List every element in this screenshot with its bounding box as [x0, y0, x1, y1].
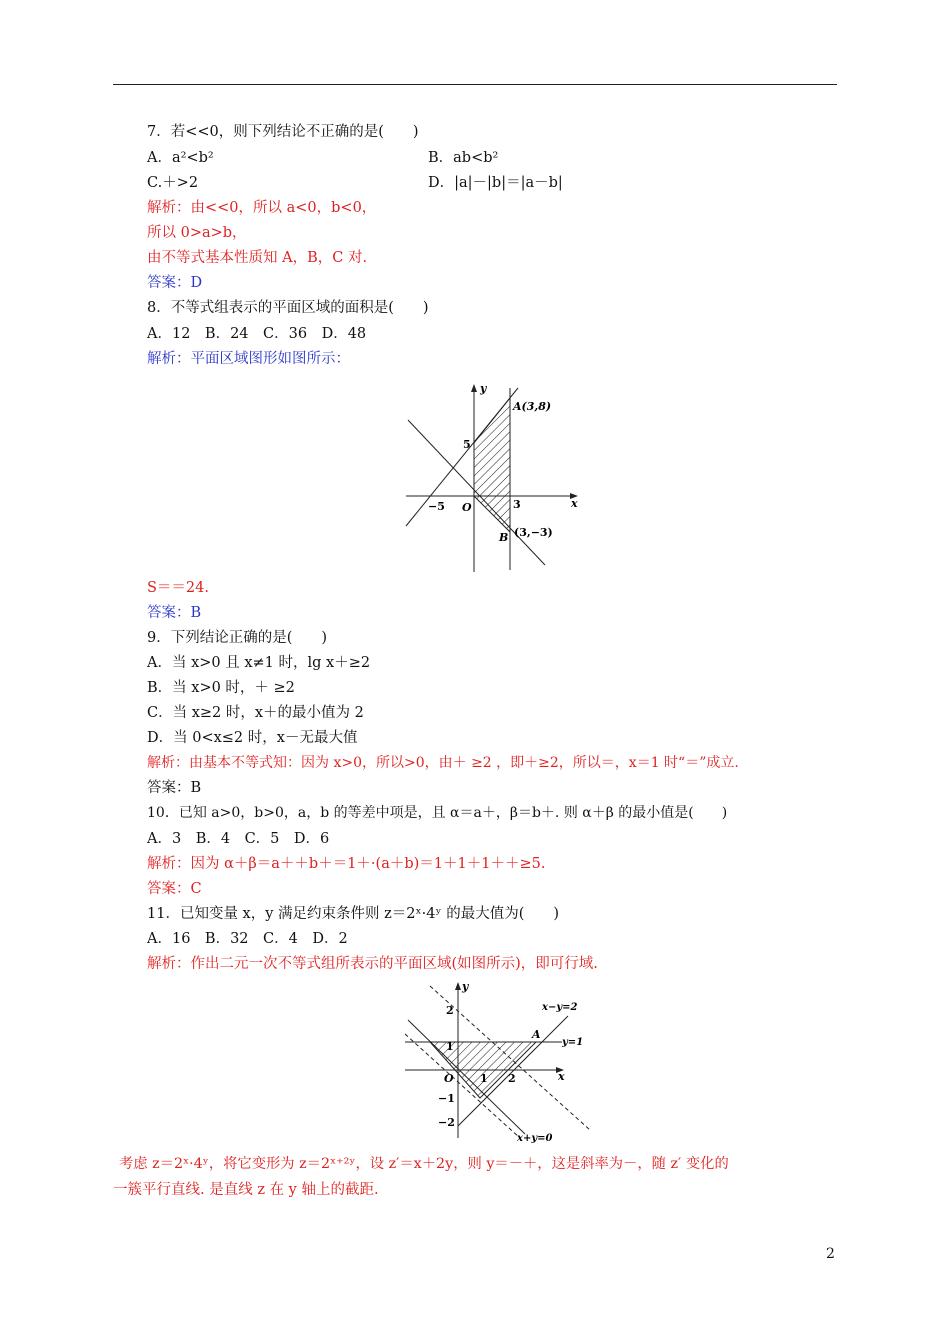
q7-stem: 7．若<<0，则下列结论不正确的是( )	[147, 124, 419, 140]
q11-label-y2: 2	[446, 1004, 454, 1017]
q11-label-x-minus-y: x−y=2	[542, 1002, 578, 1013]
header-rule	[113, 84, 837, 85]
q10-stem: 10．已知 a>0，b>0，a，b 的等差中项是，且 α＝a＋，β＝b＋. 则 α＋β 的最小值是( )	[147, 805, 728, 821]
q9-stem: 9．下列结论正确的是( )	[147, 630, 328, 646]
q11-solution: 解析：作出二元一次不等式组所表示的平面区域(如图所示)，即可行域.	[147, 956, 598, 972]
q11-stem: 11．已知变量 x，y 满足约束条件则 z＝2ˣ·4ʸ 的最大值为( )	[147, 906, 560, 922]
q10-answer: 答案：C	[147, 881, 202, 897]
q8-label-x: x	[571, 497, 578, 510]
q8-label-y: y	[480, 382, 487, 395]
q11-label-a: A	[532, 1028, 541, 1041]
q8-label-b: B	[499, 531, 509, 544]
q8-label-5: 5	[463, 438, 471, 451]
page-number: 2	[826, 1246, 835, 1262]
q11-continuation-2: 一簇平行直线. 是直线 z 在 y 轴上的截距.	[113, 1182, 379, 1198]
q11-label-minus1: −1	[438, 1092, 455, 1105]
q11-label-y1: 1	[446, 1040, 454, 1053]
q8-stem: 8．不等式组表示的平面区域的面积是( )	[147, 300, 429, 316]
q11-label-y: y	[462, 980, 469, 993]
q8-label-3: 3	[513, 498, 521, 511]
q9-option-a: A．当 x>0 且 x≠1 时，lg x＋≥2	[147, 655, 371, 671]
q11-continuation-1: 考虑 z＝2ˣ·4ʸ，将它变形为 z＝2ˣ⁺²ʸ，设 z′＝x＋2y，则 y＝－＋，这是斜率为－，随 z′ 变化的	[119, 1156, 729, 1172]
q7-solution-3: 由不等式基本性质知 A，B，C 对.	[147, 250, 368, 266]
q11-options: A．16 B．32 C．4 D．2	[147, 931, 348, 947]
q11-label-x1: 1	[480, 1072, 488, 1085]
q11-label-x: x	[558, 1070, 565, 1083]
q9-option-c: C．当 x≥2 时，x＋的最小值为 2	[147, 705, 364, 721]
q8-label-a: A(3,8)	[513, 400, 552, 413]
q8-result: S＝＝24.	[147, 580, 209, 596]
q9-option-b: B．当 x>0 时，＋ ≥2	[147, 680, 295, 696]
q8-label-origin: O	[462, 501, 472, 514]
q11-label-x-plus-y: x+y=0	[517, 1133, 553, 1144]
q8-y-arrow	[471, 384, 477, 392]
q7-solution-2: 所以 0>a>b，	[147, 225, 247, 241]
q7-option-d: D．|a|－|b|＝|a－b|	[428, 175, 563, 191]
q8-options: A．12 B．24 C．36 D．48	[147, 326, 367, 342]
q8-shaded-region	[474, 398, 510, 532]
q9-answer: 答案：B	[147, 780, 202, 796]
q11-label-x2: 2	[508, 1072, 516, 1085]
q11-region-figure	[400, 978, 595, 1146]
q8-solution: 解析：平面区域图形如图所示：	[147, 351, 350, 367]
q10-options: A．3 B．4 C．5 D．6	[147, 831, 330, 847]
q8-region-figure	[400, 380, 585, 575]
q11-label-origin: O	[444, 1072, 454, 1085]
q7-answer: 答案：D	[147, 275, 203, 291]
q11-y-arrow	[455, 982, 461, 990]
q7-option-c: C.＋>2	[147, 175, 199, 191]
q9-option-d: D．当 0<x≤2 时，x－无最大值	[147, 730, 358, 746]
q8-answer: 答案：B	[147, 605, 202, 621]
q7-option-a: A．a²<b²	[147, 150, 214, 166]
q8-label-b-coords: (3,−3)	[514, 526, 553, 539]
q10-solution: 解析：因为 α＋β＝a＋＋b＋＝1＋·(a＋b)＝1＋1＋1＋＋≥5.	[147, 856, 546, 872]
q7-option-b: B．ab<b²	[428, 150, 499, 166]
q7-solution-1: 解析：由<<0，所以 a<0，b<0，	[147, 200, 377, 216]
q11-label-minus2: −2	[438, 1116, 455, 1129]
q9-solution: 解析：由基本不等式知：因为 x>0，所以>0，由＋ ≥2 ，即＋≥2，所以＝，x＝1 时“＝”成立.	[147, 755, 739, 771]
q8-label-minus5: −5	[428, 500, 445, 513]
q11-label-y-equals-1: y=1	[562, 1037, 584, 1048]
